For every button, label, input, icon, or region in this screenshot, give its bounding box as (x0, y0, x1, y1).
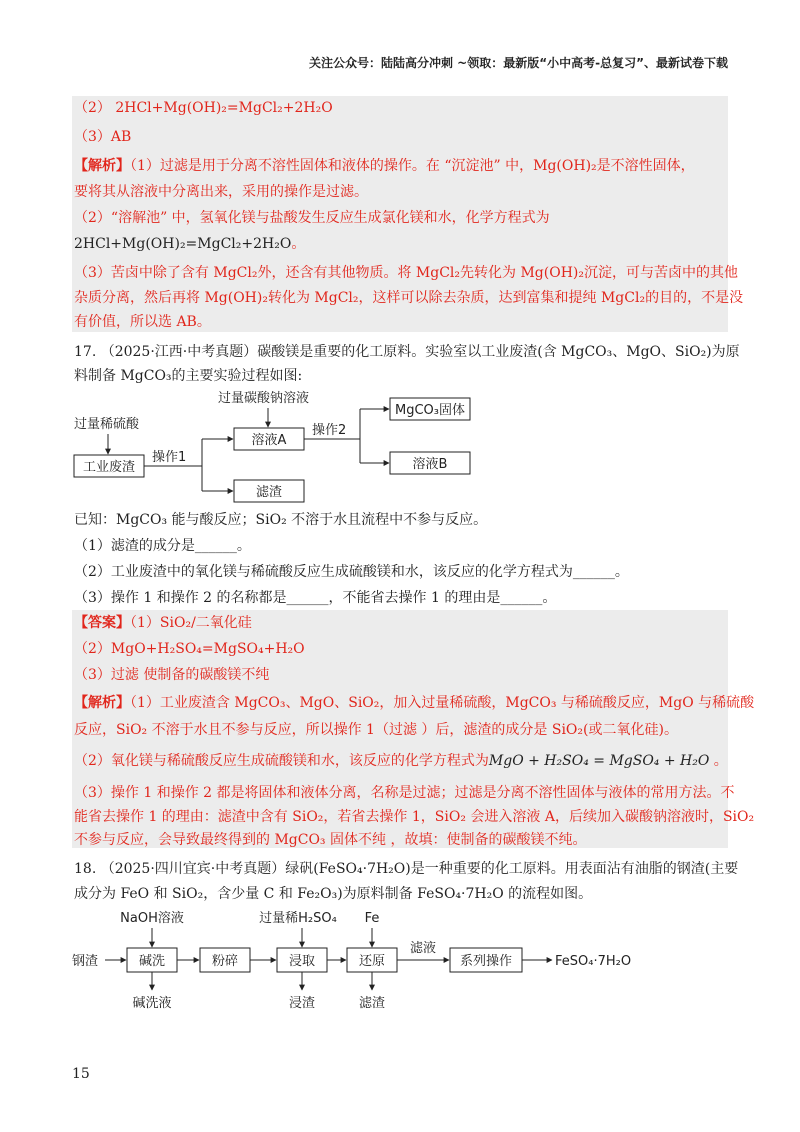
prev-answer-2: （2） 2HCl+Mg(OH)₂=MgCl₂+2H₂O (74, 100, 333, 116)
q17-analysis-4: （3）操作 1 和操作 2 都是将固体和液体分离，名称是过滤；过滤是分离不溶性固体与液体的常用方法。不 (74, 785, 735, 801)
q17-answer-2: （2）MgO+H₂SO₄=MgSO₄+H₂O (74, 641, 305, 657)
label-crush: 粉碎 (211, 954, 239, 969)
q17-analysis-3: （2）氧化镁与稀硫酸反应生成硫酸镁和水，该反应的化学方程式为MgO + H₂SO₄ = MgSO₄ + H₂O 。 (74, 753, 728, 769)
page-number: 15 (72, 1066, 90, 1082)
label-acid: 过量稀H₂SO₄ (259, 911, 337, 926)
q17-stem-1: 17. （2025·江西·中考真题）碳酸镁是重要的化工原料。实验室以工业废渣(含 MgCO₃、MgO、SiO₂)为原 (74, 344, 740, 360)
q17-sub-1: （1）滤渣的成分是______。 (74, 538, 251, 554)
q18-stem-2: 成分为 FeO 和 SiO₂，含少量 C 和 Fe₂O₃)为原料制备 FeSO₄·7H₂O 的流程如图。 (74, 886, 593, 902)
label-residue: 滤渣 (358, 996, 386, 1011)
label-op2: 操作2 (312, 423, 347, 438)
prev-analysis-line-2: 要将其从溶液中分离出来，采用的操作是过滤。 (74, 184, 368, 200)
page-header: 关注公众号：陆陆高分冲刺 ~领取：最新版“小中高考-总复习”、最新试卷下载 (309, 56, 728, 70)
q17-analysis-6: 不参与反应，会导致最终得到的 MgCO₃ 固体不纯 ，故填：使制备的碳酸镁不纯。 (74, 832, 587, 848)
label-soda: 过量碳酸钠溶液 (218, 391, 310, 406)
q18-flow-diagram (72, 906, 672, 1016)
label-series: 系列操作 (459, 954, 513, 969)
q18-stem-1: 18. （2025·四川宜宾·中考真题）绿矾(FeSO₄·7H₂O)是一种重要的化工原料。用表面沾有油脂的钢渣(主要 (74, 861, 739, 877)
label-leach: 浸取 (288, 954, 316, 969)
label-wash-liquid: 碱洗液 (132, 996, 172, 1011)
q17-analysis-5: 能省去操作 1 的理由：滤渣中含有 SiO₂，若省去操作 1，SiO₂ 会进入溶液 A，后续加入碳酸钠溶液时，SiO₂ (74, 809, 755, 825)
prev-analysis-line-3: （2）“溶解池” 中，氢氧化镁与盐酸发生反应生成氯化镁和水，化学方程式为 (74, 210, 550, 226)
prev-equation: 2HCl+Mg(OH)₂=MgCl₂+2H₂O。 (74, 236, 306, 252)
q17-analysis-1: 【解析】（1）工业废渣含 MgCO₃、MgO、SiO₂，加入过量稀硫酸，MgCO₃ 与稀硫酸反应，MgO 与稀硫酸 (74, 695, 755, 711)
q17-stem-2: 料制备 MgCO₃的主要实验过程如图: (74, 368, 303, 384)
label-reduce: 还原 (358, 954, 386, 969)
q17-flow-diagram (72, 386, 492, 506)
label-product: FeSO₄·7H₂O (555, 954, 632, 969)
prev-analysis-line-4: （3）苦卤中除了含有 MgCl₂外，还含有其他物质。将 MgCl₂先转化为 Mg(OH)₂沉淀，可与苦卤中的其他 (74, 265, 738, 281)
label-op1: 操作1 (152, 450, 187, 465)
label-solution-a: 溶液A (251, 433, 287, 448)
label-acid: 过量稀硫酸 (74, 417, 140, 432)
prev-answer-3: （3）AB (74, 129, 132, 145)
label-naoh: NaOH溶液 (120, 911, 184, 926)
label-filtrate: 滤液 (409, 941, 437, 956)
q17-sub-3: （3）操作 1 和操作 2 的名称都是______，不能省去操作 1 的理由是______。 (74, 590, 557, 606)
q17-answer-1: 【答案】（1）SiO₂/二氧化硅 (74, 615, 252, 631)
label-waste: 工业废渣 (82, 460, 136, 475)
label-residue: 滤渣 (255, 485, 283, 500)
label-slag: 钢渣 (72, 954, 99, 969)
label-solid: MgCO₃固体 (395, 403, 465, 418)
label-solution-b: 溶液B (412, 457, 448, 472)
prev-analysis-line-6: 有价值，所以选 AB。 (74, 314, 211, 330)
prev-analysis-line-1: 【解析】（1）过滤是用于分离不溶性固体和液体的操作。在 “沉淀池” 中，Mg(OH)₂是不溶性固体， (74, 158, 695, 174)
label-wash: 碱洗 (138, 954, 166, 969)
label-leach-residue: 浸渣 (288, 996, 316, 1011)
q17-sub-2: （2）工业废渣中的氧化镁与稀硫酸反应生成硫酸镁和水，该反应的化学方程式为______。 (74, 564, 629, 580)
label-fe: Fe (364, 911, 380, 926)
q17-known: 已知：MgCO₃ 能与酸反应；SiO₂ 不溶于水且流程中不参与反应。 (74, 512, 488, 528)
prev-analysis-line-5: 杂质分离，然后再将 Mg(OH)₂转化为 MgCl₂，这样可以除去杂质，达到富集和提纯 MgCl₂的目的，不是没 (74, 290, 744, 306)
q17-answer-3: （3）过滤 使制备的碳酸镁不纯 (74, 667, 270, 683)
q17-analysis-2: 反应，SiO₂ 不溶于水且不参与反应，所以操作 1（过滤 ）后，滤渣的成分是 SiO₂(或二氧化硅)。 (74, 722, 678, 738)
